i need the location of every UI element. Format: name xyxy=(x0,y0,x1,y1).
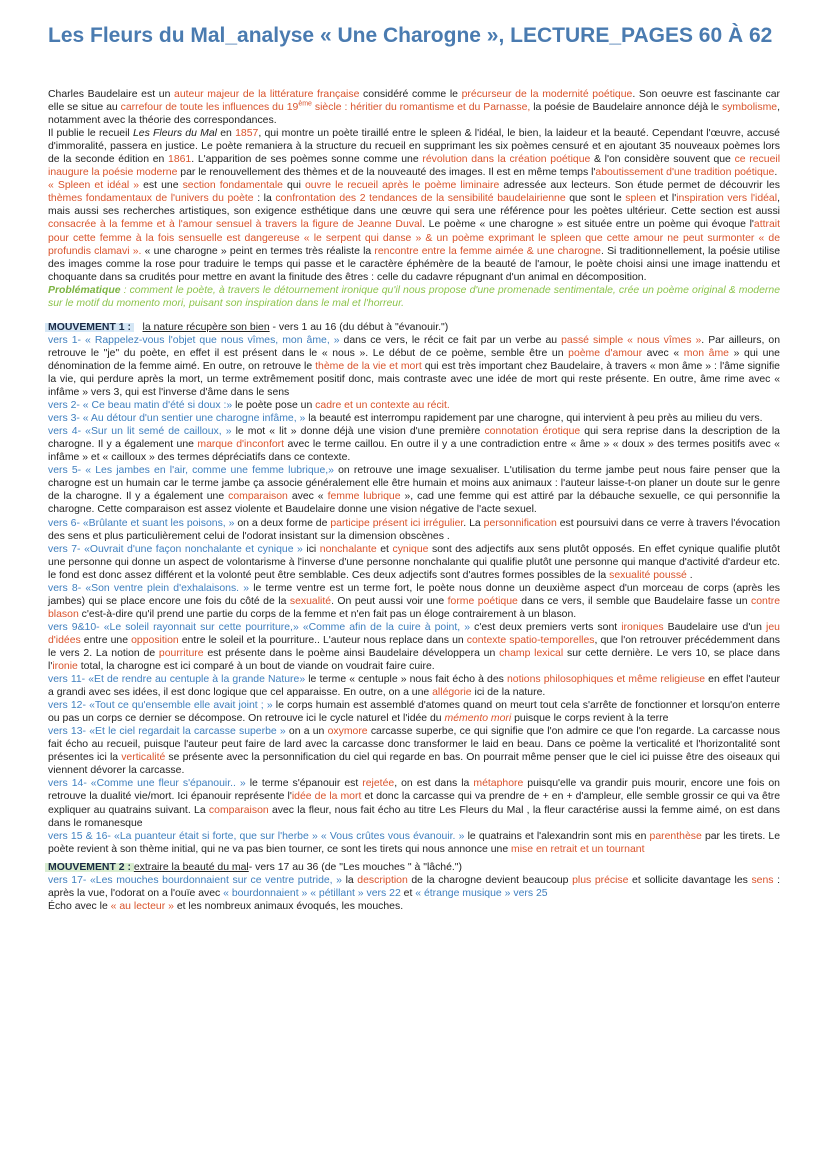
intro-paragraph-2: Il publie le recueil Les Fleurs du Mal en 1857, qui montre un poète tiraillé entre le spleen & l'idéal, le bien, la laideur et la beauté. Cependant l'œuvre, accusé d'immoralité, passera en justice. Le poète remaniera à la structure du recueil en supprimant les six poèmes censuré et en ajoutant 35 nouveaux poèmes lors de la seconde édition en 1861. L'apparition de ses poèmes sonne comme une révolution dans la création poétique & l'on considère souvent que ce recueil inaugure la poésie moderne par le renouvellement des thèmes et de la nouveauté des images. Il est en même temps l'aboutissement d'une tradition poétique. xyxy=(48,128,781,179)
verse-17-analysis: vers 17- «Les mouches bourdonnaient sur ce ventre putride, » la description de la charogne devient beaucoup plus précise et sollicite davantage les sens : après la vue, l'odorat on a l'ouïe avec « bourdonnaient » « pétillant » vers 22 et « étrange musique » vers 25 xyxy=(48,874,780,899)
movement-2-label: MOUVEMENT 2 : xyxy=(48,861,131,873)
movement-1-title: la nature récupère son bien xyxy=(142,321,270,333)
verse-13-analysis: vers 13- «Et le ciel regardait la carcasse superbe » on a un oxymore carcasse superbe, ce qui signifie que l'on admire ce que l'on regarde. La carcasse nous fait écho au recueil, puisque l'auteur peut faire de lard avec la carcasse donc transformer le laid en beau. Dans ce poème la verticalité et l'horizontalité sont présentes ici la verticalité se présente avec la personnification du ciel qui regarde en bas. On pourrait même penser que le ciel ici puisse être des oiseaux qui viennent dévorer la carcasse. xyxy=(48,726,781,777)
page-title: Les Fleurs du Mal_analyse « Une Charogne », LECTURE_PAGES 60 À 62 xyxy=(48,24,773,47)
problematique: Problématique : comment le poète, à travers le détournement ironique qu'il nous propose d'une promenade sentimentale, crée un poème original & moderne sur le motif du momento mori, puisant son inspiration dans le mal et l'horreur. xyxy=(48,284,780,309)
verse-8-analysis: vers 8- «Son ventre plein d'exhalaisons. » le terme ventre est un terme fort, le poète nous donne un deuxième aspect d'un morceau de corps (après les jambes) qui se place encore une fois du côté de la sexualité. On peut aussi voir une forme poétique dans ce vers, il semble que Baudelaire fasse un contre blason c'est-à-dire qu'il prend une partie du corps de la femme et n'en fait pas un éloge contrairement à un blason. xyxy=(48,582,780,620)
movement-2-title: extraire la beauté du mal xyxy=(133,861,249,873)
verse-2-analysis: vers 2- « Ce beau matin d'été si doux :» le poète pose un cadre et un contexte au récit. xyxy=(48,400,450,412)
verse-14-analysis: vers 14- «Comme une fleur s'épanouir.. » le terme s'épanouir est rejetée, on est dans la métaphore puisqu'elle va grandir puis mourir, encore une fois on retrouve la dualité vie/mort. Ici épanouir représente l'idée de la mort et donc la carcasse qui va prendre de + en + d'ampleur, elle semble grossir ce qui va être expliquer au quatrains suivant. La comparaison avec la fleur, nous fait écho au titre Les Fleurs du Mal , la fleur caractérise aussi la femme aimé, on est dans dans le romanesque xyxy=(48,778,780,829)
verse-11-analysis: vers 11- «Et de rendre au centuple à la grande Nature» le terme « centuple » nous fait écho à des notions philosophiques et même religieuse en effet l'auteur a grandi avec ses idées, il est donc logique que cel apparaisse. En outre, on a une allégorie ici de la nature. xyxy=(48,674,781,699)
intro-paragraph-3: « Spleen et idéal » est une section fondamentale qui ouvre le recueil après le poème liminaire adressée aux lecteurs. Son étude permet de découvrir les thèmes fondamentaux de l'univers du poète : la confrontation des 2 tendances de la sensibilité baudelairienne que sont le spleen et l'inspiration vers l'idéal, mais aussi ses recherches artistiques, son exigence esthétique dans une œuvre qui sera une référence pour les poètes ultérieur. Cette section est aussi consacrée à la femme et à l'amour sensuel à travers la figure de Jeanne Duval. Le poème « une charogne » est située entre un poème qui évoque l'attrait pour cette femme à la fois sensuelle est dangereuse « le serpent qui danse » & un poème exprimant le spleen que cette amour ne peut surmonter « de profundis clamavi ». « une charogne » peint en termes très réaliste la rencontre entre la femme aimée & une charogne. Si traditionnellement, la poésie utilise des images comme la rose pour traduire le temps qui passe et le caractère éphémère de la beauté de l'amour, le poète choisi ainsi une image inattendu et choquante dans sa crudités pour mettre en avant la finitude des êtres : celle du cadavre répugnant d'un animal en décomposition. xyxy=(48,180,780,283)
movement-1-heading: MOUVEMENT 1 : la nature récupère son bien - vers 1 au 16 (du début à "évanouir.") xyxy=(48,321,449,333)
verse-12-analysis: vers 12- «Tout ce qu'ensemble elle avait joint ; » le corps humain est assemblé d'atomes quand on meurt tout cela s'arrête de fonctionner et lorsqu'on enterre ou pas un corps ce dernier se décompose. On retrouve ici le cycle naturel et l'idée du mémento mori puisque le corps revient à la terre xyxy=(48,700,780,725)
verse-1-analysis: vers 1- « Rappelez-vous l'objet que nous vîmes, mon âme, » dans ce vers, le récit ce fait par un verbe au passé simple « nous vîmes ». Par ailleurs, on retrouve le "je" du poète, en effet il est présent dans le « nous ». Le début de ce poème, semble être un poème d'amour avec « mon âme » qui une dénomination de la femme aimé. En outre, on retrouve le thème de la vie et mort qui est très important chez Baudelaire, à travers « mon âme » : l'âme signifie la vie, qui perdure après la mort, un terme extrêmement positif donc, mais contraste avec une idée de mort qui reste présente. En outre, âme rime avec « infâme » vers 3, qui est l'inverse d'âme dans le sens xyxy=(48,334,781,399)
movement-2-heading: MOUVEMENT 2 : extraire la beauté du mal- vers 17 au 36 (de "Les mouches " à "lâché.") xyxy=(48,861,462,873)
echo-note: Écho avec le « au lecteur » et les nombreux animaux évoqués, les mouches. xyxy=(48,900,404,912)
verse-15-16-analysis: vers 15 & 16- «La puanteur était si forte, que sur l'herbe » « Vous crûtes vous évanouir. » le quatrains et l'alexandrin sont mis en parenthèse par les tirets. Le poète revient à son thème initial, qui ne va pas bien tourner, ce sont les tirets qui nous annonce une mise en retrait et un tournant xyxy=(48,830,780,855)
movement-1-label: MOUVEMENT 1 : xyxy=(48,321,131,333)
verse-7-analysis: vers 7- «Ouvrait d'une façon nonchalante et cynique » ici nonchalante et cynique sont des adjectifs aux sens plutôt opposés. En effet cynique qualifie plutôt une personne qui donne un aspect de volontarisme à l'inverse d'une personne nonchalante qui qualifie plutôt une personne qui manque d'activité d'ardeur etc. le fond est donc assez différent et la volonté peut être semblable. Ces deux adjectifs sont d'autres formes possibles de la sexualité poussé . xyxy=(48,543,780,581)
intro-paragraph-1: Charles Baudelaire est un auteur majeur de la littérature française considéré comme le précurseur de la modernité poétique. Son oeuvre est fascinante car elle se situe au carrefour de toute les influences du 19ème siècle : héritier du romantisme et du Parnasse, la poésie de Baudelaire annonce déjà le symbolisme, notamment avec la théorie des correspondances. xyxy=(48,89,780,127)
verse-3-analysis: vers 3- « Au détour d'un sentier une charogne infâme, » la beauté est interrompu rapidement par une charogne, qui intervient à peu près au milieu du vers. xyxy=(48,413,763,425)
verse-5-analysis: vers 5- « Les jambes en l'air, comme une femme lubrique,» on retrouve une image sexualiser. L'utilisation du terme jambe peut nous faire penser que la charogne est un humain car le terme jambe ça associe généralement elle être humain et moins aux animaux : l'auteur laisse-t-on planer un doute sur le genre de la charogne. Il y a également une comparaison avec « femme lubrique », cad une femme qui est attiré par la débauche sexuelle, ce qui personnifie la charogne. Cette comparaison est assez violente et Baudelaire donne une vision négative de l'acte sexuel. xyxy=(48,465,780,516)
verse-6-analysis: vers 6- «Brûlante et suant les poisons, » on a deux forme de participe présent ici irrégulier. La personnification est poursuivi dans ce verre à travers l'évocation des sens et plus particulièrement celui de l'odorat insistant sur la dimension obscènes . xyxy=(48,517,781,542)
verse-4-analysis: vers 4- «Sur un lit semé de cailloux, » le mot « lit » donne déjà une vision d'une première connotation érotique qui sera reprise dans la description de la charogne. Il y a également une marque d'inconfort avec le terme caillou. En outre il y a une contradiction entre « âme » « doux » des termes positifs avec « infâme » et « cailloux » des termes dépréciatifs dans ce contexte. xyxy=(48,426,780,464)
verse-9-10-analysis: vers 9&10- «Le soleil rayonnait sur cette pourriture,» «Comme afin de la cuire à point, » c'est deux premiers verts sont ironiques Baudelaire use d'un jeu d'idées entre une opposition entre le soleil et la pourriture.. L'auteur nous replace dans un contexte spatio-temporelles, que l'on retrouver précédemment dans le vers 2. La notion de pourriture est présente dans le poème ainsi Baudelaire développera un champ lexical sur cette dernière. Le vers 10, se place dans l'ironie total, la charogne est ici comparé à un bout de viande on voudrait faire cuire. xyxy=(48,621,781,673)
